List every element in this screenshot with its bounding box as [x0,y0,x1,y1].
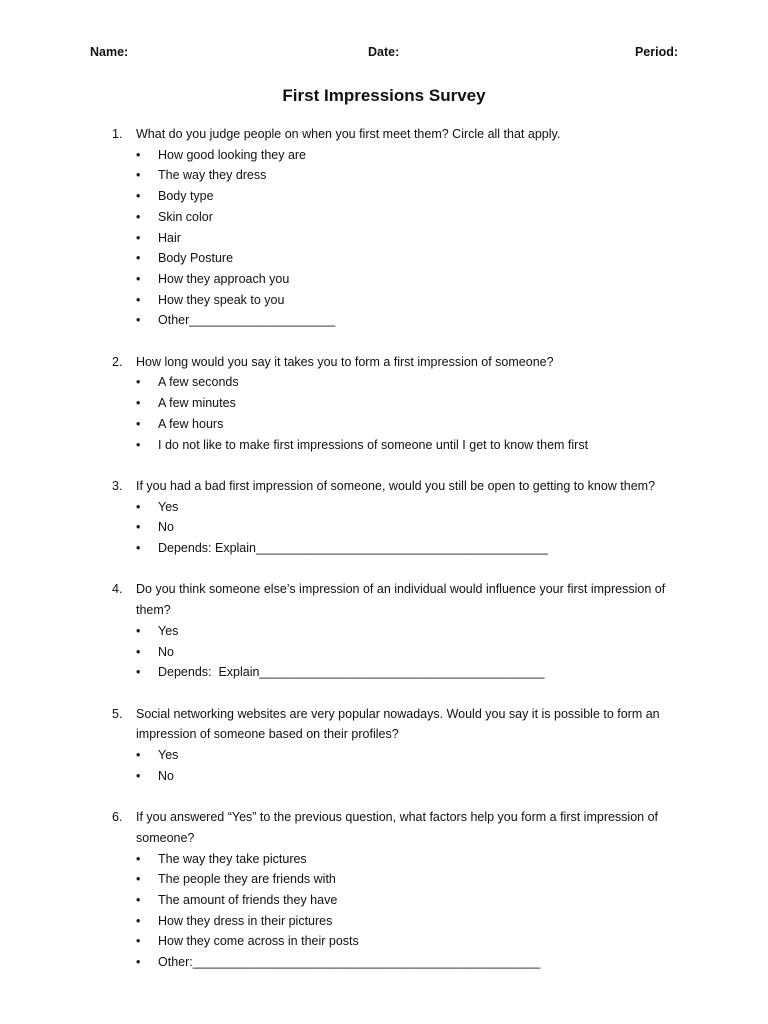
option-list [136,849,692,973]
answer-option [136,145,692,166]
question-text: Do you think someone else’s impression of an individual would influence your first impression of them? [136,582,666,618]
option-label: Depends: Explain_________________________________________ [158,665,545,680]
option-label: Hair [158,230,181,245]
bullet-icon: • [136,416,141,431]
option-label: How they dress in their pictures [158,913,333,928]
bullet-icon: • [136,251,141,266]
option-label: No [158,644,174,659]
option-label: The amount of friends they have [158,892,338,907]
bullet-icon: • [136,665,141,680]
question-item [112,704,692,787]
bullet-icon: • [136,168,141,183]
question-number: 4. [112,582,123,597]
option-label: How good looking they are [158,147,307,162]
answer-option [136,165,692,186]
bullet-icon: • [136,147,141,162]
answer-option [136,372,692,393]
option-label: How they approach you [158,271,290,286]
option-label: Body type [158,189,214,204]
answer-option [136,248,692,269]
option-label: A few minutes [158,396,236,411]
answer-option [136,538,692,559]
answer-option [136,766,692,787]
question-text: If you answered “Yes” to the previous question, what factors help you form a first impression of someone? [136,810,659,845]
option-list [136,145,692,331]
answer-option [136,911,692,932]
option-list [136,497,692,559]
option-label: Yes [158,748,179,763]
option-label: Other:__________________________________________________ [158,955,541,970]
period-label: Period: [634,45,678,59]
question-item [112,124,692,331]
bullet-icon: • [136,541,141,556]
bullet-icon: • [136,437,141,452]
option-label: Body Posture [158,251,234,266]
bullet-icon: • [136,520,141,535]
bullet-icon: • [136,872,141,887]
bullet-icon: • [136,271,141,286]
bullet-icon: • [136,892,141,907]
question-item [112,807,692,973]
option-label: How they speak to you [158,292,285,307]
option-label: Yes [158,499,179,514]
question-text: What do you judge people on when you first meet them? Circle all that apply. [136,127,561,141]
bullet-icon: • [136,313,141,328]
answer-option [136,186,692,207]
question-text: How long would you say it takes you to form a first impression of someone? [136,354,554,369]
bullet-icon: • [136,955,141,970]
header-row [90,45,680,65]
bullet-icon: • [136,748,141,763]
answer-option [136,310,692,331]
option-list [136,372,692,455]
answer-option [136,393,692,414]
option-label: A few hours [158,416,224,431]
question-list [112,124,692,993]
question-item [112,476,692,559]
option-label: I do not like to make first impressions of someone until I get to know them first [158,437,589,452]
answer-option [136,621,692,642]
answer-option [136,228,692,249]
question-text: Social networking websites are very popular nowadays. Would you say it is possible to form an impression of someone based on their profiles? [136,706,660,742]
question-number: 1. [112,127,123,141]
answer-option [136,890,692,911]
option-label: Yes [158,623,179,638]
answer-option [136,269,692,290]
option-label: The way they dress [158,168,267,183]
option-label: No [158,520,174,535]
bullet-icon: • [136,189,141,204]
page-title: First Impressions Survey [282,86,486,105]
question-number: 6. [112,810,123,825]
answer-option [136,414,692,435]
answer-option [136,662,692,683]
option-list [136,621,692,683]
option-label: Depends: Explain__________________________________________ [158,541,548,556]
option-list [136,745,692,786]
bullet-icon: • [136,396,141,411]
answer-option [136,517,692,538]
question-number: 5. [112,706,123,721]
option-label: The way they take pictures [158,851,307,866]
question-item [112,579,692,683]
question-item [112,352,692,456]
name-label: Name: [90,45,129,59]
answer-option [136,642,692,663]
bullet-icon: • [136,230,141,245]
bullet-icon: • [136,768,141,783]
bullet-icon: • [136,292,141,307]
answer-option [136,497,692,518]
bullet-icon: • [136,851,141,866]
option-label: How they come across in their posts [158,934,359,949]
question-number: 3. [112,478,123,493]
bullet-icon: • [136,209,141,224]
bullet-icon: • [136,644,141,659]
answer-option [136,931,692,952]
answer-option [136,290,692,311]
answer-option [136,207,692,228]
option-label: A few seconds [158,375,239,390]
bullet-icon: • [136,375,141,390]
answer-option [136,745,692,766]
question-number: 2. [112,354,123,369]
date-label: Date: [368,45,400,59]
answer-option [136,849,692,870]
answer-option [136,869,692,890]
option-label: Skin color [158,209,213,224]
answer-option [136,435,692,456]
option-label: Other_____________________ [158,313,336,328]
bullet-icon: • [136,499,141,514]
option-label: No [158,768,174,783]
option-label: The people they are friends with [158,872,336,887]
bullet-icon: • [136,623,141,638]
bullet-icon: • [136,913,141,928]
answer-option [136,952,692,973]
bullet-icon: • [136,934,141,949]
question-text: If you had a bad first impression of someone, would you still be open to getting to know them? [136,478,656,493]
